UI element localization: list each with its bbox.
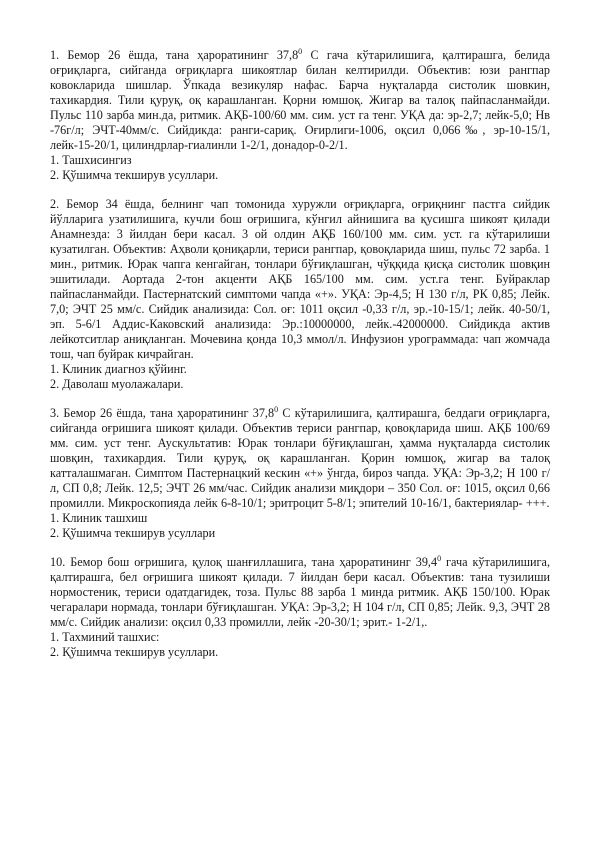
case-1-text: 1. Бемор 26 ёшда, тана ҳароратининг 37,8$^0$ С гача кўтарилишига, қалтирашга, белида оғриқларга, сийганда оғриқларга шикоятлар билан келтирилди. Объектив: юзи рангпар ковокларида шишлар. Ўпкада везикуляр нафас. Барча нуқталарда систолик шовкин, тахикардия. Тили қуруқ, оқ карашланган. Қорни юмшоқ. Жигар ва талоқ пайпасланмайди. Пульс 110 зарба мин.да, ритмик. АҚБ-100/60 мм. сим. уст га тенг. УҚА да: эр-2,7; лейк-5,0; Нв -76г/л; ЭЧТ-40мм/с. Сийдикда: ранги-сариқ. Оғирлиги-1006, оқсил 0,066‰, эр-10-15/1, лейк-15-20/1, цилиндрлар-гиалинли 1-2/1, донадор-0-2/1. [50,47,550,152]
case-10-question-2: 2. Қўшимча текширув усуллари. [50,645,219,659]
case-1-question-1: 1. Ташхисингиз [50,153,132,167]
degree-superscript: 0 [298,47,303,56]
document-page [50,48,550,674]
case-10-text: 10. Бемор бош оғришига, қулоқ шанғиллашига, тана ҳароратининг 39,4$^0$ гача кўтарилишига, қалтирашга, бел оғришига шикоят қилади. 7 йилдан бери касал. Объектив: тана тузилиши нормостеник, териси одатдагидек, тоза. Пульс 88 зарба 1 минда ритмик. АҚБ 150/100. Юрак чегаралари нормада, тонлари бўғиқлашган. УҚА: Эр-3,2; Н 104 г/л, СП 0,85; Лейк. 9,3, ЭЧТ 28 мм/с. Сийдик анализи: оқсил 0,33 промилли, лейк -20-30/1; эрит.- 1-2/1,. [50,554,550,629]
case-2-question-2: 2. Даволаш муолажалари. [50,377,184,391]
case-3 [50,406,550,541]
case-10 [50,555,550,660]
case-3-text: 3. Бемор 26 ёшда, тана ҳароратининг 37,8$^0$ С кўтарилишига, қалтирашга, белдаги оғриқларга, сийганда оғришига шикоят қилади. Объектив териси рангпар, қовоқларида шиш. АҚБ 100/69 мм. сим. уст тенг. Аускультатив: Юрак тонлари бўғиқлашган, ҳамма нуқталарда систолик шовқин, тахикардия. Тили қуруқ, оқ карашланган. Қорин юмшоқ, жигар ва талоқ катталашмаган. Симптом Пастернацкий кескин «+» ўнгда, бироз чапда. УҚА: Эр-3,2; Н 100 г/л, СП 0,8; Лейк. 12,5; ЭЧТ 26 мм/час. Сийдик анализи миқдори – 350 Сол. оғ: 1015, оқсил 0,66 промилли. Микроскопияда лейк 6-8-10/1; эритроцит 5-8/1; эпителий 10-16/1, бактериялар- +++. [50,405,550,510]
case-3-question-1: 1. Клиник ташхиш [50,511,148,525]
case-1-question-2: 2. Қўшимча текширув усуллари. [50,168,219,182]
case-1 [50,48,550,183]
case-2-question-1: 1. Клиник диагноз қўйинг. [50,362,187,376]
case-2 [50,197,550,392]
case-10-question-1: 1. Тахминий ташхис: [50,630,160,644]
degree-superscript: 0 [274,405,279,414]
degree-superscript: 0 [437,554,442,563]
case-2-text: 2. Бемор 34 ёшда, белнинг чап томонида хуружли оғриқларга, оғриқнинг пастга сийдик йўлларига узатилишига, кучли бош оғришига, кўнгил айнишига ва қусишга шикоят қилади Анамнезда: 3 йилдан бери касал. 3 ой олдин АҚБ 160/100 мм. сим. уст. га кўтарилиши кузатилган. Объектив: Аҳволи қониқарли, териси рангпар, қовоқларида шиш, пульс 72 зарба. 1 мин., ритмик. Юрак чапга кенгайган, тонлари бўғиқлашган, чўққида қисқа систолик шовқин эшитилади. Аортада 2-тон акценти АҚБ 165/100 мм. сим. уст.га тенг. Буйраклар пайпасланмайди. Пастернатский симптоми чапда «+». УҚА: Эр-4,5; Н 130 г/л, РК 0,85; Лейк. 7,0; ЭЧТ 25 мм/с. Сийдик анализида: Сол. оғ: 1011 оқсил -0,33 г/л, эр.-10-15/1; лейк. 40-50/1, эп. 5-6/1 Аддис-Каковский анализида: Эр.:10000000, лейк.-42000000. Сийдикда актив лейкотситлар аниқланган. Мочевина қонда 10,3 ммол/л. Инфузион урограммада: чап жомчада тош, чап буйрак кичрайган. [50,197,550,361]
case-3-question-2: 2. Қўшимча текширув усуллари [50,526,216,540]
